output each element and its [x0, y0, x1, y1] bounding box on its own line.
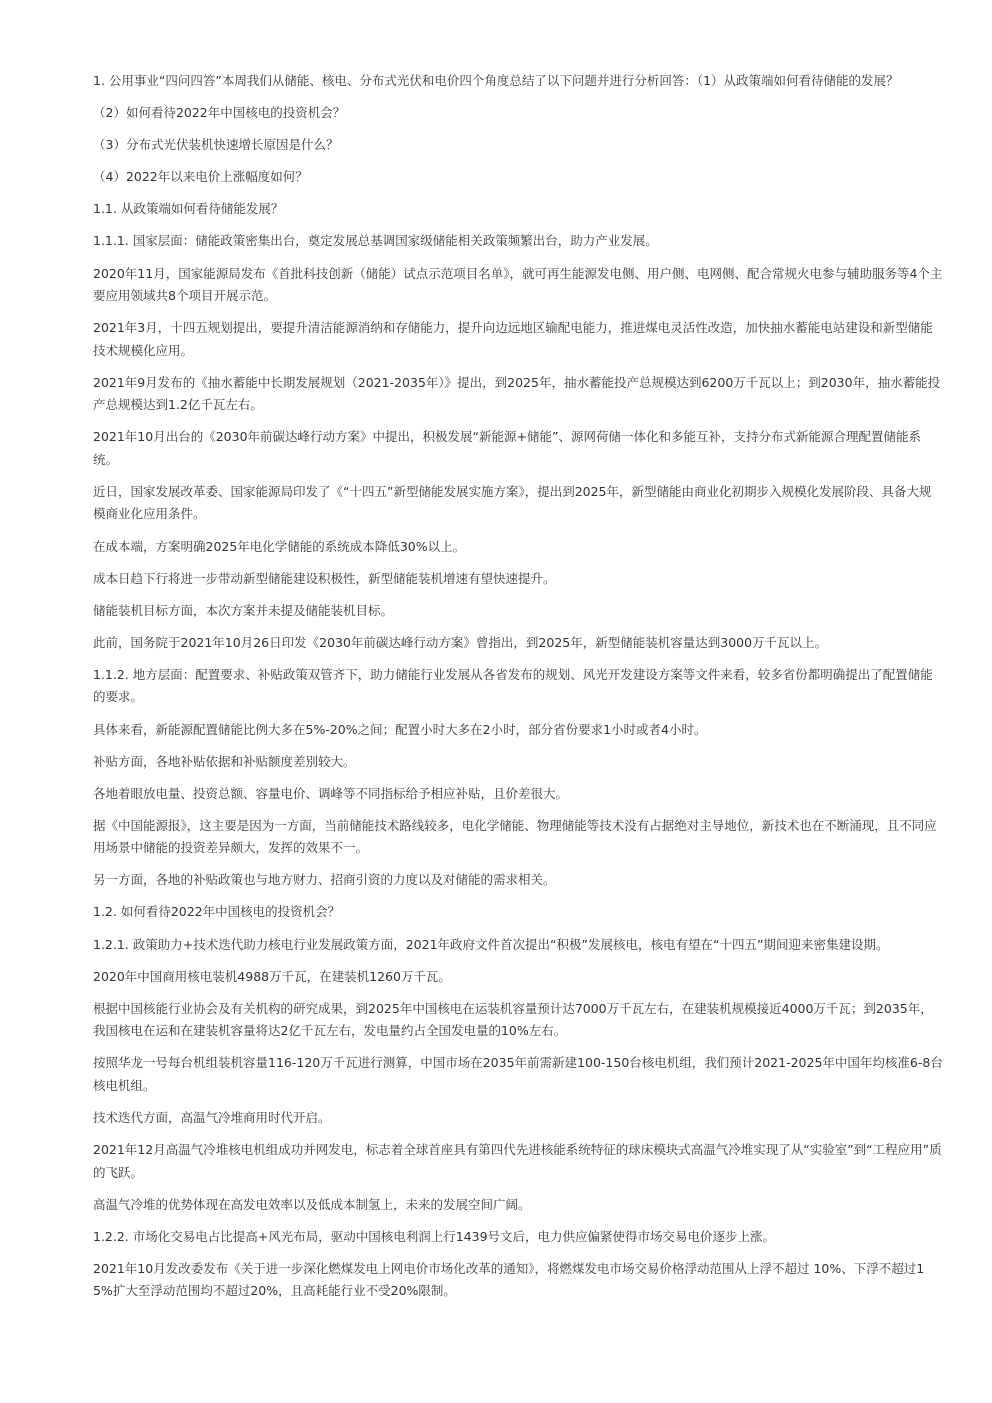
paragraph: 另一方面，各地的补贴政策也与地方财力、招商引资的力度以及对储能的需求相关。: [93, 872, 556, 888]
paragraph: 2021年12月高温气冷堆核电机组成功并网发电，标志着全球首座具有第四代先进核能系统特征的球床模块式高温气冷堆实现了从“实验室”到“工程应用”质的飞跃。: [93, 1142, 942, 1180]
paragraph: 近日，国家发展改革委、国家能源局印发了《“十四五”新型储能发展实施方案》，提出到2025年，新型储能由商业化初期步入规模化发展阶段、具备大规模商业化应用条件。: [93, 483, 932, 522]
document-body: [93, 70, 943, 1312]
subsection-heading-1-1-1: 1.1.1. 国家层面：储能政策密集出台，奠定发展总基调国家级储能相关政策频繁出台，助力产业发展。: [93, 233, 658, 249]
paragraph: 2021年10月出台的《2030年前碳达峰行动方案》中提出，积极发展“新能源+储能”、源网荷储一体化和多能互补，支持分布式新能源合理配置储能系统。: [93, 429, 921, 467]
question-2: （2）如何看待2022年中国核电的投资机会？: [93, 105, 346, 121]
paragraph: 各地着眼放电量、投资总额、容量电价、调峰等不同指标给予相应补贴，且价差很大。: [93, 785, 569, 801]
question-3: （3）分布式光伏装机快速增长原因是什么？: [93, 137, 339, 153]
paragraph: 根据中国核能行业协会及有关机构的研究成果，到2025年中国核电在运装机容量预计达7000万千瓦左右，在建装机规模接近4000万千瓦；到2035年，我国核电在运和在建装机容量将达2亿千瓦左右，发电量约占全国发电量的10%左右。: [93, 1000, 933, 1039]
subsection-heading-1-2-2: 1.2.2. 市场化交易电占比提高+风光布局，驱动中国核电利润上行1439号文后，电力供应偏紧使得市场交易电价逐步上涨。: [93, 1228, 776, 1244]
paragraph: 据《中国能源报》，这主要是因为一方面，当前储能技术路线较多，电化学储能、物理储能等技术没有占据绝对主导地位，新技术也在不断涌现，且不同应用场景中储能的投资差异颇大，发挥的效果不一。: [93, 817, 937, 856]
paragraph: 补贴方面，各地补贴依据和补贴额度差别较大。: [93, 753, 356, 769]
subsection-heading-1-2-1: 1.2.1. 政策助力+技术迭代助力核电行业发展政策方面，2021年政府文件首次提出“积极”发展核电，核电有望在“十四五”期间迎来密集建设期。: [93, 936, 889, 952]
paragraph: 按照华龙一号每台机组装机容量116-120万千瓦进行测算，中国市场在2035年前需新建100-150台核电机组，我们预计2021-2025年中国年均核准6-8台核电机组。: [93, 1055, 943, 1093]
paragraph: 2021年9月发布的《抽水蓄能中长期发展规划（2021-2035年）》提出，到2025年，抽水蓄能投产总规模达到6200万千瓦以上；到2030年，抽水蓄能投产总规模达到1.2亿千瓦左右。: [93, 374, 941, 413]
section-heading-1-1: 1.1. 从政策端如何看待储能发展？: [93, 201, 284, 217]
paragraph: 成本日趋下行将进一步带动新型储能建设积极性，新型储能装机增速有望快速提升。: [93, 570, 556, 586]
paragraph: 具体来看，新能源配置储能比例大多在5%-20%之间；配置小时大多在2小时，部分省份要求1小时或者4小时。: [93, 721, 707, 737]
paragraph: 2021年3月，十四五规划提出，要提升清洁能源消纳和存储能力，提升向边远地区输配电能力，推进煤电灵活性改造，加快抽水蓄能电站建设和新型储能技术规模化应用。: [93, 320, 933, 358]
paragraph: 在成本端，方案明确2025年电化学储能的系统成本降低30%以上。: [93, 538, 466, 554]
section-heading-1-2: 1.2. 如何看待2022年中国核电的投资机会？: [93, 904, 341, 920]
summary-intro: 1. 公用事业“四问四答”本周我们从储能、核电、分布式光伏和电价四个角度总结了以下问题并进行分析回答：（1）从政策端如何看待储能的发展？: [93, 73, 899, 88]
paragraph: 技术迭代方面，高温气冷堆商用时代开启。: [93, 1109, 331, 1125]
paragraph: 储能装机目标方面，本次方案并未提及储能装机目标。: [93, 602, 394, 618]
question-4: （4）2022年以来电价上涨幅度如何？: [93, 169, 308, 185]
subsection-heading-1-1-2: 1.1.2. 地方层面：配置要求、补贴政策双管齐下，助力储能行业发展从各省发布的规划、风光开发建设方案等文件来看，较多省份都明确提出了配置储能的要求。: [93, 666, 933, 705]
paragraph: 高温气冷堆的优势体现在高发电效率以及低成本制氢上，未来的发展空间广阔。: [93, 1196, 531, 1212]
paragraph: 2020年11月，国家能源局发布《首批科技创新（储能）试点示范项目名单》，就可再生能源发电侧、用户侧、电网侧、配合常规火电参与辅助服务等4个主要应用领域共8个项目开展示范。: [93, 265, 943, 304]
paragraph: 2021年10月发改委发布《关于进一步深化燃煤发电上网电价市场化改革的通知》，将燃煤发电市场交易价格浮动范围从上浮不超过 10%、下浮不超过15%扩大至浮动范围均不超过20%，且高耗能行业不受20%限制。: [93, 1260, 925, 1299]
paragraph: 此前，国务院于2021年10月26日印发《2030年前碳达峰行动方案》曾指出，到2025年，新型储能装机容量达到3000万千瓦以上。: [93, 634, 828, 650]
paragraph: 2020年中国商用核电装机4988万千瓦，在建装机1260万千瓦。: [93, 968, 451, 984]
